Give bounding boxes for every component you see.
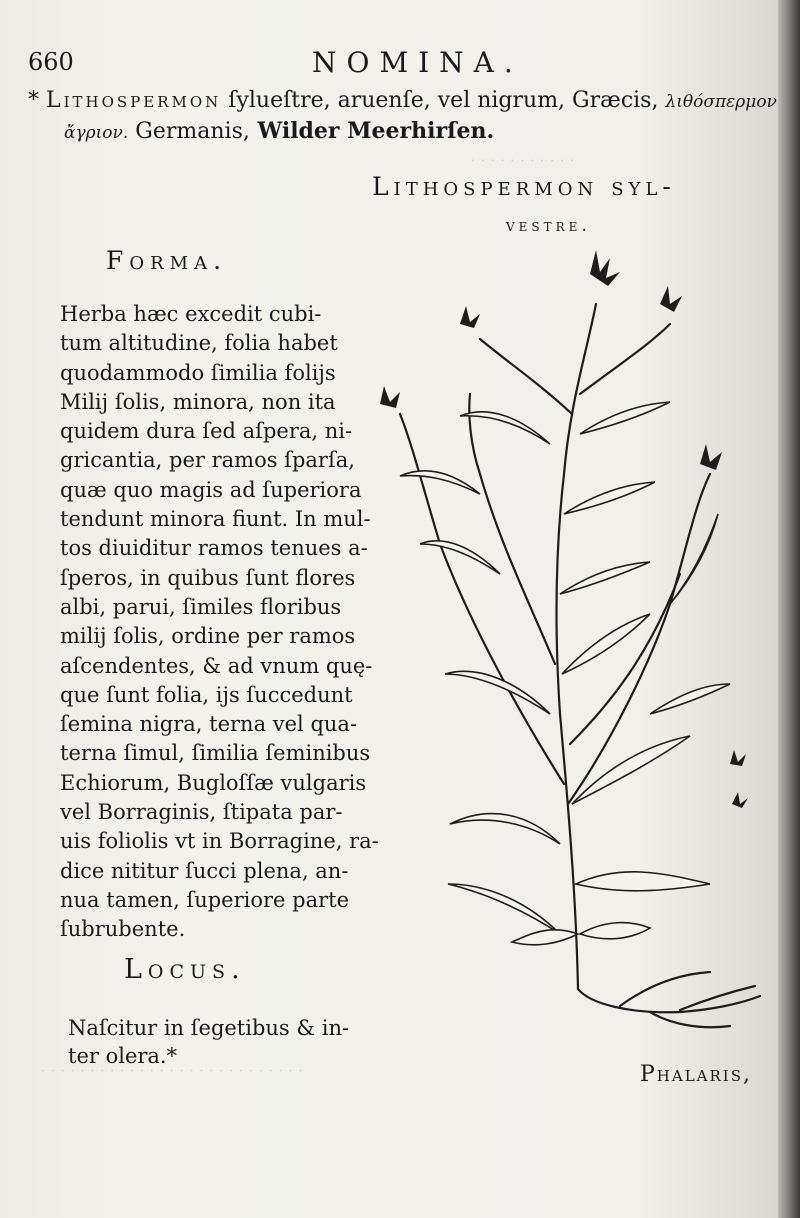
plant-name: Lithospermon	[46, 88, 222, 113]
forma-heading: Forma.	[106, 246, 228, 275]
text-line: ſemina nigra, terna vel qua-	[60, 712, 358, 737]
locus-text	[68, 1014, 349, 1070]
bleed-through-texture: · · · · · · · · · · ·	[470, 151, 575, 170]
text-line: dice nititur ſucci plena, an-	[60, 858, 349, 883]
bleed-through-texture: · · · · · · · · · · · · · · · · · · · · · · · · · · ·	[40, 1061, 304, 1080]
text-line: tum altitudine, folia habet	[60, 331, 338, 356]
text-line: albi, parui, ſimiles floribus	[60, 594, 342, 619]
page-number: 660	[28, 48, 74, 76]
text-line: que ſunt folia, ijs ſuccedunt	[60, 682, 353, 707]
text-line: quodammodo ſimilia folijs	[60, 360, 336, 385]
forma-text	[60, 300, 379, 945]
text-line: Milij ſolis, minora, non ita	[60, 389, 336, 414]
text-line: Herba hæc excedit cubi-	[60, 302, 322, 326]
text-line: milij ſolis, ordine per ramos	[60, 624, 356, 649]
names-latin: ſylueſtre, aruenſe, vel nigrum, Græcis,	[221, 88, 659, 113]
text-line: uis foliolis vt in Borragine, ra-	[60, 829, 379, 854]
greek-name-continued: ἄγριον.	[64, 123, 129, 143]
text-line: Echiorum, Bugloſſæ vulgaris	[60, 770, 367, 795]
page-binding-edge	[778, 0, 800, 1218]
running-head: NOMINA.	[312, 46, 523, 79]
text-line: terna ſimul, ſimilia ſeminibus	[60, 741, 371, 766]
text-line: ſperos, in quibus ſunt flores	[60, 565, 356, 590]
text-line: nua tamen, ſuperiore parte	[60, 887, 349, 912]
plate-title-line-1: Lithospermon syl-	[372, 172, 676, 201]
text-line: ter olera.*	[68, 1044, 178, 1068]
locus-heading: Locus.	[124, 954, 246, 985]
text-line: Naſcitur in ſegetibus & in-	[68, 1016, 350, 1040]
text-line: tos diuiditur ramos tenues a-	[60, 536, 368, 561]
names-line-1	[28, 88, 777, 113]
text-line: gricantia, per ramos ſparſa,	[60, 448, 355, 473]
plate-title-line-2: vestre.	[506, 216, 591, 236]
text-line: quidem dura ſed aſpera, ni-	[60, 419, 353, 444]
greek-name: λιθόσπερμον	[665, 92, 777, 112]
text-line: ſubrubente.	[60, 917, 186, 942]
plant-woodcut-illustration	[350, 244, 770, 1034]
german-name: Wilder Meerhirſen.	[249, 118, 495, 144]
text-line: quæ quo magis ad ſuperiora	[60, 477, 362, 502]
text-line: vel Borraginis, ſtipata par-	[60, 800, 343, 825]
asterisk-mark: *	[28, 88, 39, 113]
names-line-2	[64, 118, 494, 144]
catchword: Phalaris,	[640, 1062, 752, 1087]
text-line: tendunt minora fiunt. In mul-	[60, 507, 371, 532]
text-line: aſcendentes, & ad vnum quę-	[60, 653, 373, 678]
germans-label: Germanis,	[128, 119, 250, 144]
